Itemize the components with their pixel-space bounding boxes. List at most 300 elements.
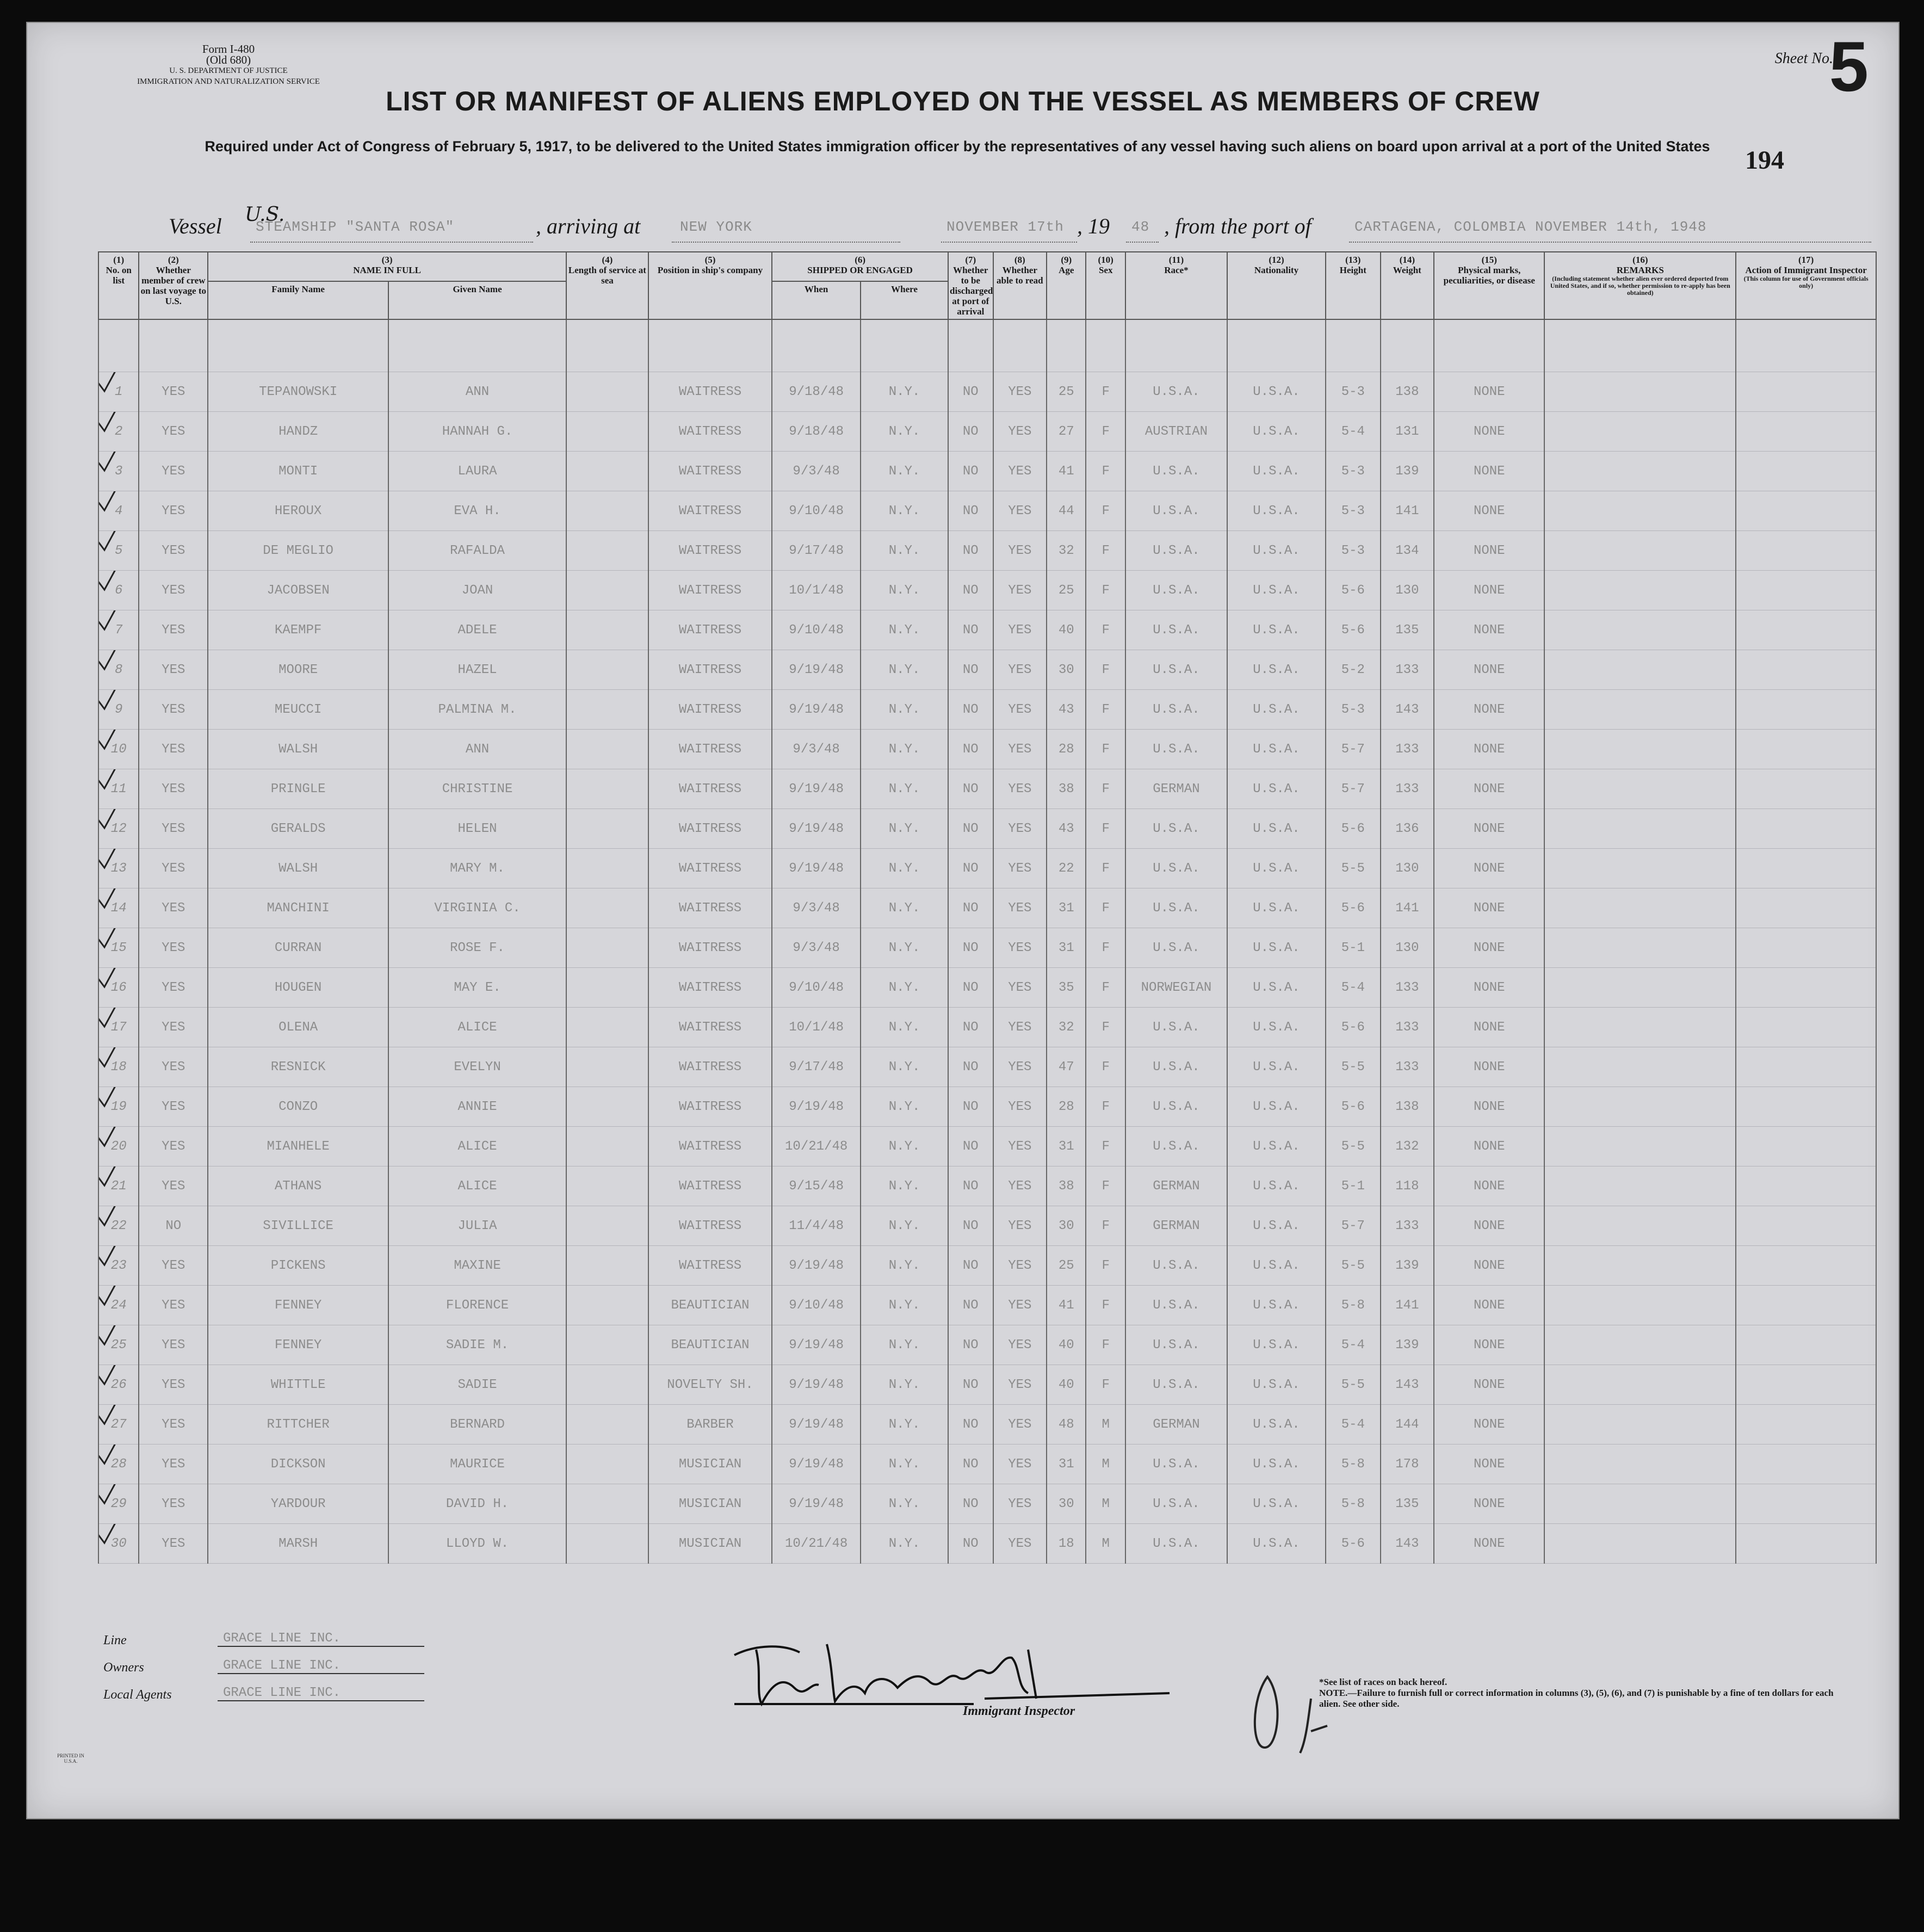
cell-weight: 139 <box>1381 1246 1434 1286</box>
vessel-prefix: U.S. <box>245 203 285 226</box>
cell-crew: YES <box>139 412 208 452</box>
cell-nationality: U.S.A. <box>1227 571 1326 610</box>
cell-empty <box>1544 1008 1736 1047</box>
cell-age: 44 <box>1047 491 1086 531</box>
cell-when: 9/10/48 <box>772 610 861 650</box>
inspector-signature <box>723 1633 1175 1720</box>
cell-when: 9/19/48 <box>772 690 861 730</box>
arrival-year: 48 <box>1131 219 1150 235</box>
cell-no: 21 <box>98 1166 139 1206</box>
cell-nationality: U.S.A. <box>1227 650 1326 690</box>
owners-label: Owners <box>103 1661 144 1675</box>
cell-marks: NONE <box>1434 1325 1544 1365</box>
cell-nationality: U.S.A. <box>1227 1405 1326 1445</box>
cell-family: FENNEY <box>208 1325 388 1365</box>
vessel-name: STEAMSHIP "SANTA ROSA" <box>256 219 455 235</box>
cell-given: PALMINA M. <box>388 690 566 730</box>
cell-empty <box>566 849 648 888</box>
cell-empty <box>1544 610 1736 650</box>
cell-where: N.Y. <box>861 1524 948 1564</box>
cell-given: MAY E. <box>388 968 566 1008</box>
cell-empty <box>1736 809 1876 849</box>
cell-empty <box>566 1087 648 1127</box>
cell-position: WAITRESS <box>648 372 772 412</box>
col-inspector-header: (17) Action of Immigrant Inspector (This column for use of Government officials only) <box>1736 252 1876 319</box>
cell-where: N.Y. <box>861 690 948 730</box>
vessel-line <box>27 203 1898 246</box>
cell-when: 9/3/48 <box>772 888 861 928</box>
cell-empty <box>566 730 648 769</box>
cell-discharged: NO <box>948 809 993 849</box>
cell-given: HANNAH G. <box>388 412 566 452</box>
cell-empty <box>566 650 648 690</box>
cell-family: YARDOUR <box>208 1484 388 1524</box>
cell-weight: 144 <box>1381 1405 1434 1445</box>
cell-empty <box>566 769 648 809</box>
table-row <box>98 1206 1876 1246</box>
cell-empty <box>1736 491 1876 531</box>
cell-discharged: NO <box>948 1047 993 1087</box>
cell-marks: NONE <box>1434 452 1544 491</box>
cell-weight: 143 <box>1381 1524 1434 1564</box>
cell-race: U.S.A. <box>1125 690 1227 730</box>
cell-when: 9/19/48 <box>772 650 861 690</box>
cell-when: 9/19/48 <box>772 1246 861 1286</box>
cell-marks: NONE <box>1434 1127 1544 1166</box>
cell-empty <box>1736 452 1876 491</box>
cell-position: WAITRESS <box>648 928 772 968</box>
cell-nationality: U.S.A. <box>1227 1484 1326 1524</box>
cell-read: YES <box>993 769 1047 809</box>
cell-crew: YES <box>139 968 208 1008</box>
cell-empty <box>1736 1484 1876 1524</box>
cell-given: ROSE F. <box>388 928 566 968</box>
header-row <box>98 252 1876 281</box>
cell-age: 40 <box>1047 1365 1086 1405</box>
cell-when: 9/17/48 <box>772 1047 861 1087</box>
cell-weight: 138 <box>1381 372 1434 412</box>
cell-where: N.Y. <box>861 412 948 452</box>
cell-age: 31 <box>1047 888 1086 928</box>
cell-empty <box>1736 610 1876 650</box>
cell-height: 5-1 <box>1326 1166 1381 1206</box>
cell-weight: 139 <box>1381 452 1434 491</box>
col-crew-header: (2) Whether member of crew on last voyage to U.S. <box>139 252 208 319</box>
cell-empty <box>1544 1445 1736 1484</box>
cell-read: YES <box>993 571 1047 610</box>
cell-age: 41 <box>1047 452 1086 491</box>
cell-no: 19 <box>98 1087 139 1127</box>
cell-weight: 138 <box>1381 1087 1434 1127</box>
manifest-sheet <box>26 22 1900 1819</box>
cell-race: U.S.A. <box>1125 1325 1227 1365</box>
line-value: GRACE LINE INC. <box>218 1631 424 1647</box>
col-age-header: (9) Age <box>1047 252 1086 319</box>
check-mark-icon <box>98 452 126 474</box>
cell-empty <box>566 1286 648 1325</box>
cell-discharged: NO <box>948 1166 993 1206</box>
cell-crew: YES <box>139 491 208 531</box>
cell-empty <box>1544 1246 1736 1286</box>
cell-family: OLENA <box>208 1008 388 1047</box>
cell-crew: YES <box>139 1445 208 1484</box>
cell-given: MARY M. <box>388 849 566 888</box>
cell-discharged: NO <box>948 491 993 531</box>
cell-weight: 134 <box>1381 531 1434 571</box>
cell-no: 11 <box>98 769 139 809</box>
table-row <box>98 531 1876 571</box>
cell-empty <box>566 491 648 531</box>
cell-nationality: U.S.A. <box>1227 491 1326 531</box>
cell-empty <box>1736 372 1876 412</box>
cell-discharged: NO <box>948 1008 993 1047</box>
note-penalty: NOTE.—Failure to furnish full or correct information in columns (3), (5), (6), and (7) is punishable by a fine of ten dollars for each alien. See other side. <box>1319 1688 1834 1709</box>
cell-discharged: NO <box>948 650 993 690</box>
table-row <box>98 809 1876 849</box>
cell-read: YES <box>993 1524 1047 1564</box>
cell-family: MONTI <box>208 452 388 491</box>
cell-family: PRINGLE <box>208 769 388 809</box>
cell-empty <box>1544 769 1736 809</box>
cell-empty <box>1736 1286 1876 1325</box>
cell-where: N.Y. <box>861 888 948 928</box>
cell-race: U.S.A. <box>1125 809 1227 849</box>
cell-crew: YES <box>139 650 208 690</box>
cell-given: HAZEL <box>388 650 566 690</box>
check-mark-icon <box>98 412 126 434</box>
cell-when: 9/19/48 <box>772 809 861 849</box>
spacer-row <box>98 319 1876 372</box>
cell-where: N.Y. <box>861 1246 948 1286</box>
cell-family: MEUCCI <box>208 690 388 730</box>
check-mark-icon <box>98 1047 126 1070</box>
cell-age: 30 <box>1047 1206 1086 1246</box>
cell-where: N.Y. <box>861 968 948 1008</box>
col-marks-header: (15) Physical marks, peculiarities, or disease <box>1434 252 1544 319</box>
cell-family: HANDZ <box>208 412 388 452</box>
cell-nationality: U.S.A. <box>1227 372 1326 412</box>
cell-sex: M <box>1086 1405 1125 1445</box>
cell-empty <box>1544 1206 1736 1246</box>
cell-height: 5-5 <box>1326 1127 1381 1166</box>
cell-race: GERMAN <box>1125 769 1227 809</box>
cell-sex: F <box>1086 1325 1125 1365</box>
check-mark-icon <box>98 1445 126 1467</box>
cell-height: 5-6 <box>1326 1087 1381 1127</box>
cell-position: MUSICIAN <box>648 1445 772 1484</box>
cell-discharged: NO <box>948 928 993 968</box>
table-row <box>98 1008 1876 1047</box>
cell-position: MUSICIAN <box>648 1484 772 1524</box>
cell-empty <box>1736 769 1876 809</box>
cell-race: U.S.A. <box>1125 1047 1227 1087</box>
note-races: *See list of races on back hereof. <box>1319 1677 1447 1687</box>
cell-when: 9/15/48 <box>772 1166 861 1206</box>
cell-no: 24 <box>98 1286 139 1325</box>
check-mark-icon <box>98 1405 126 1427</box>
cell-where: N.Y. <box>861 372 948 412</box>
cell-height: 5-3 <box>1326 491 1381 531</box>
cell-marks: NONE <box>1434 809 1544 849</box>
cell-age: 38 <box>1047 1166 1086 1206</box>
cell-sex: F <box>1086 888 1125 928</box>
cell-age: 30 <box>1047 650 1086 690</box>
cell-position: WAITRESS <box>648 1206 772 1246</box>
cell-when: 9/19/48 <box>772 1484 861 1524</box>
owners-value: GRACE LINE INC. <box>218 1658 424 1674</box>
cell-read: YES <box>993 968 1047 1008</box>
cell-position: WAITRESS <box>648 531 772 571</box>
table-row <box>98 1087 1876 1127</box>
cell-race: U.S.A. <box>1125 650 1227 690</box>
cell-race: U.S.A. <box>1125 1127 1227 1166</box>
cell-discharged: NO <box>948 968 993 1008</box>
cell-position: WAITRESS <box>648 888 772 928</box>
cell-marks: NONE <box>1434 491 1544 531</box>
cell-read: YES <box>993 1484 1047 1524</box>
cell-empty <box>566 1127 648 1166</box>
cell-empty <box>1736 849 1876 888</box>
subtitle: Required under Act of Congress of February 5, 1917, to be delivered to the United States immigration officer by the representatives of any vessel having such aliens on board upon arrival at a port of the United States <box>205 138 1710 155</box>
cell-read: YES <box>993 690 1047 730</box>
cell-sex: F <box>1086 690 1125 730</box>
cell-where: N.Y. <box>861 928 948 968</box>
table-row <box>98 849 1876 888</box>
cell-discharged: NO <box>948 1405 993 1445</box>
cell-marks: NONE <box>1434 1524 1544 1564</box>
cell-sex: F <box>1086 809 1125 849</box>
cell-marks: NONE <box>1434 412 1544 452</box>
cell-weight: 135 <box>1381 610 1434 650</box>
cell-position: WAITRESS <box>648 809 772 849</box>
table-row <box>98 968 1876 1008</box>
cell-height: 5-4 <box>1326 968 1381 1008</box>
cell-given: CHRISTINE <box>388 769 566 809</box>
cell-no: 22 <box>98 1206 139 1246</box>
cell-no: 23 <box>98 1246 139 1286</box>
check-mark-icon <box>98 571 126 593</box>
cell-weight: 133 <box>1381 769 1434 809</box>
cell-given: VIRGINIA C. <box>388 888 566 928</box>
cell-age: 32 <box>1047 531 1086 571</box>
cell-discharged: NO <box>948 1087 993 1127</box>
cell-marks: NONE <box>1434 372 1544 412</box>
cell-given: BERNARD <box>388 1405 566 1445</box>
cell-crew: YES <box>139 1087 208 1127</box>
cell-empty <box>566 1524 648 1564</box>
cell-weight: 136 <box>1381 809 1434 849</box>
table-row <box>98 1127 1876 1166</box>
cell-weight: 143 <box>1381 690 1434 730</box>
cell-crew: YES <box>139 849 208 888</box>
cell-empty <box>1736 1008 1876 1047</box>
cell-marks: NONE <box>1434 531 1544 571</box>
cell-no: 16 <box>98 968 139 1008</box>
cell-discharged: NO <box>948 1365 993 1405</box>
cell-no: 10 <box>98 730 139 769</box>
cell-empty <box>566 1047 648 1087</box>
cell-position: WAITRESS <box>648 650 772 690</box>
table-row <box>98 1405 1876 1445</box>
cell-marks: NONE <box>1434 928 1544 968</box>
cell-where: N.Y. <box>861 1047 948 1087</box>
department: U. S. DEPARTMENT OF JUSTICE <box>169 66 288 75</box>
check-mark-icon <box>98 968 126 990</box>
cell-no: 17 <box>98 1008 139 1047</box>
check-mark-icon <box>98 610 126 633</box>
cell-position: WAITRESS <box>648 1087 772 1127</box>
cell-race: U.S.A. <box>1125 372 1227 412</box>
cell-height: 5-5 <box>1326 1365 1381 1405</box>
cell-weight: 118 <box>1381 1166 1434 1206</box>
cell-empty <box>1736 1127 1876 1166</box>
cell-empty <box>1736 730 1876 769</box>
cell-nationality: U.S.A. <box>1227 1246 1326 1286</box>
cell-given: ALICE <box>388 1166 566 1206</box>
check-mark-icon <box>98 849 126 871</box>
cell-nationality: U.S.A. <box>1227 1008 1326 1047</box>
cell-when: 9/3/48 <box>772 452 861 491</box>
cell-family: KAEMPF <box>208 610 388 650</box>
cell-empty <box>1544 1087 1736 1127</box>
cell-nationality: U.S.A. <box>1227 1286 1326 1325</box>
cell-where: N.Y. <box>861 769 948 809</box>
col-race-header: (11) Race* <box>1125 252 1227 319</box>
cell-sex: F <box>1086 1246 1125 1286</box>
cell-empty <box>566 1166 648 1206</box>
check-mark-icon <box>98 491 126 514</box>
cell-crew: YES <box>139 1325 208 1365</box>
cell-nationality: U.S.A. <box>1227 690 1326 730</box>
cell-no: 2 <box>98 412 139 452</box>
table-row <box>98 491 1876 531</box>
cell-crew: YES <box>139 610 208 650</box>
cell-crew: YES <box>139 1524 208 1564</box>
check-mark-icon <box>98 809 126 831</box>
cell-height: 5-4 <box>1326 1405 1381 1445</box>
cell-age: 27 <box>1047 412 1086 452</box>
check-mark-icon <box>98 730 126 752</box>
cell-age: 22 <box>1047 849 1086 888</box>
cell-no: 18 <box>98 1047 139 1087</box>
cell-empty <box>566 928 648 968</box>
cell-family: WALSH <box>208 730 388 769</box>
cell-read: YES <box>993 1206 1047 1246</box>
cell-sex: F <box>1086 1365 1125 1405</box>
table-row <box>98 1445 1876 1484</box>
cell-empty <box>1736 1524 1876 1564</box>
cell-crew: YES <box>139 928 208 968</box>
cell-race: GERMAN <box>1125 1405 1227 1445</box>
cell-crew: YES <box>139 452 208 491</box>
cell-when: 11/4/48 <box>772 1206 861 1246</box>
cell-marks: NONE <box>1434 1365 1544 1405</box>
cell-crew: YES <box>139 730 208 769</box>
cell-age: 30 <box>1047 1484 1086 1524</box>
cell-height: 5-5 <box>1326 1047 1381 1087</box>
cell-crew: YES <box>139 1365 208 1405</box>
cell-crew: YES <box>139 809 208 849</box>
cell-marks: NONE <box>1434 1246 1544 1286</box>
col-service-header: (4) Length of service at sea <box>566 252 648 319</box>
check-mark-icon <box>98 690 126 712</box>
check-mark-icon <box>98 531 126 553</box>
cell-empty <box>1544 928 1736 968</box>
cell-empty <box>566 452 648 491</box>
cell-no: 15 <box>98 928 139 968</box>
cell-discharged: NO <box>948 1127 993 1166</box>
cell-no: 5 <box>98 531 139 571</box>
table-row <box>98 610 1876 650</box>
cell-position: WAITRESS <box>648 412 772 452</box>
sheet-number: 5 <box>1829 27 1869 106</box>
cell-position: WAITRESS <box>648 849 772 888</box>
cell-empty <box>566 412 648 452</box>
cell-crew: YES <box>139 1047 208 1087</box>
cell-crew: YES <box>139 531 208 571</box>
cell-nationality: U.S.A. <box>1227 1166 1326 1206</box>
cell-empty <box>566 1246 648 1286</box>
cell-sex: F <box>1086 1087 1125 1127</box>
check-mark-icon <box>98 1008 126 1030</box>
cell-marks: NONE <box>1434 1445 1544 1484</box>
cell-read: YES <box>993 1047 1047 1087</box>
cell-nationality: U.S.A. <box>1227 1206 1326 1246</box>
cell-crew: YES <box>139 1405 208 1445</box>
table-row <box>98 1325 1876 1365</box>
cell-empty <box>1736 571 1876 610</box>
table-row <box>98 1484 1876 1524</box>
cell-position: MUSICIAN <box>648 1524 772 1564</box>
cell-empty <box>1544 1166 1736 1206</box>
cell-height: 5-4 <box>1326 412 1381 452</box>
notes <box>1319 1677 1852 1709</box>
cell-empty <box>1736 1365 1876 1405</box>
cell-given: MAXINE <box>388 1246 566 1286</box>
cell-marks: NONE <box>1434 1286 1544 1325</box>
cell-position: WAITRESS <box>648 690 772 730</box>
col-family-name-header: Family Name <box>208 281 388 319</box>
cell-no: 27 <box>98 1405 139 1445</box>
cell-discharged: NO <box>948 452 993 491</box>
cell-discharged: NO <box>948 1445 993 1484</box>
cell-age: 28 <box>1047 730 1086 769</box>
year-label: , 19 <box>1077 214 1110 238</box>
from-port: CARTAGENA, COLOMBIA NOVEMBER 14th, 1948 <box>1354 219 1707 235</box>
cell-marks: NONE <box>1434 650 1544 690</box>
table-row <box>98 1524 1876 1564</box>
table-row <box>98 1047 1876 1087</box>
cell-when: 10/21/48 <box>772 1524 861 1564</box>
cell-given: ALICE <box>388 1008 566 1047</box>
cell-age: 38 <box>1047 769 1086 809</box>
cell-weight: 133 <box>1381 1047 1434 1087</box>
cell-empty <box>1544 968 1736 1008</box>
cell-no: 30 <box>98 1524 139 1564</box>
col-remarks-header: (16) REMARKS (Including statement whether alien ever ordered deported from United States, and if so, whether permission to re-apply has been obtained) <box>1544 252 1736 319</box>
cell-empty <box>1544 372 1736 412</box>
cell-family: RESNICK <box>208 1047 388 1087</box>
cell-race: U.S.A. <box>1125 531 1227 571</box>
cell-age: 31 <box>1047 1127 1086 1166</box>
cell-when: 9/19/48 <box>772 769 861 809</box>
cell-sex: M <box>1086 1484 1125 1524</box>
cell-no: 20 <box>98 1127 139 1166</box>
cell-age: 25 <box>1047 571 1086 610</box>
cell-sex: F <box>1086 769 1125 809</box>
cell-empty <box>566 610 648 650</box>
cell-marks: NONE <box>1434 571 1544 610</box>
